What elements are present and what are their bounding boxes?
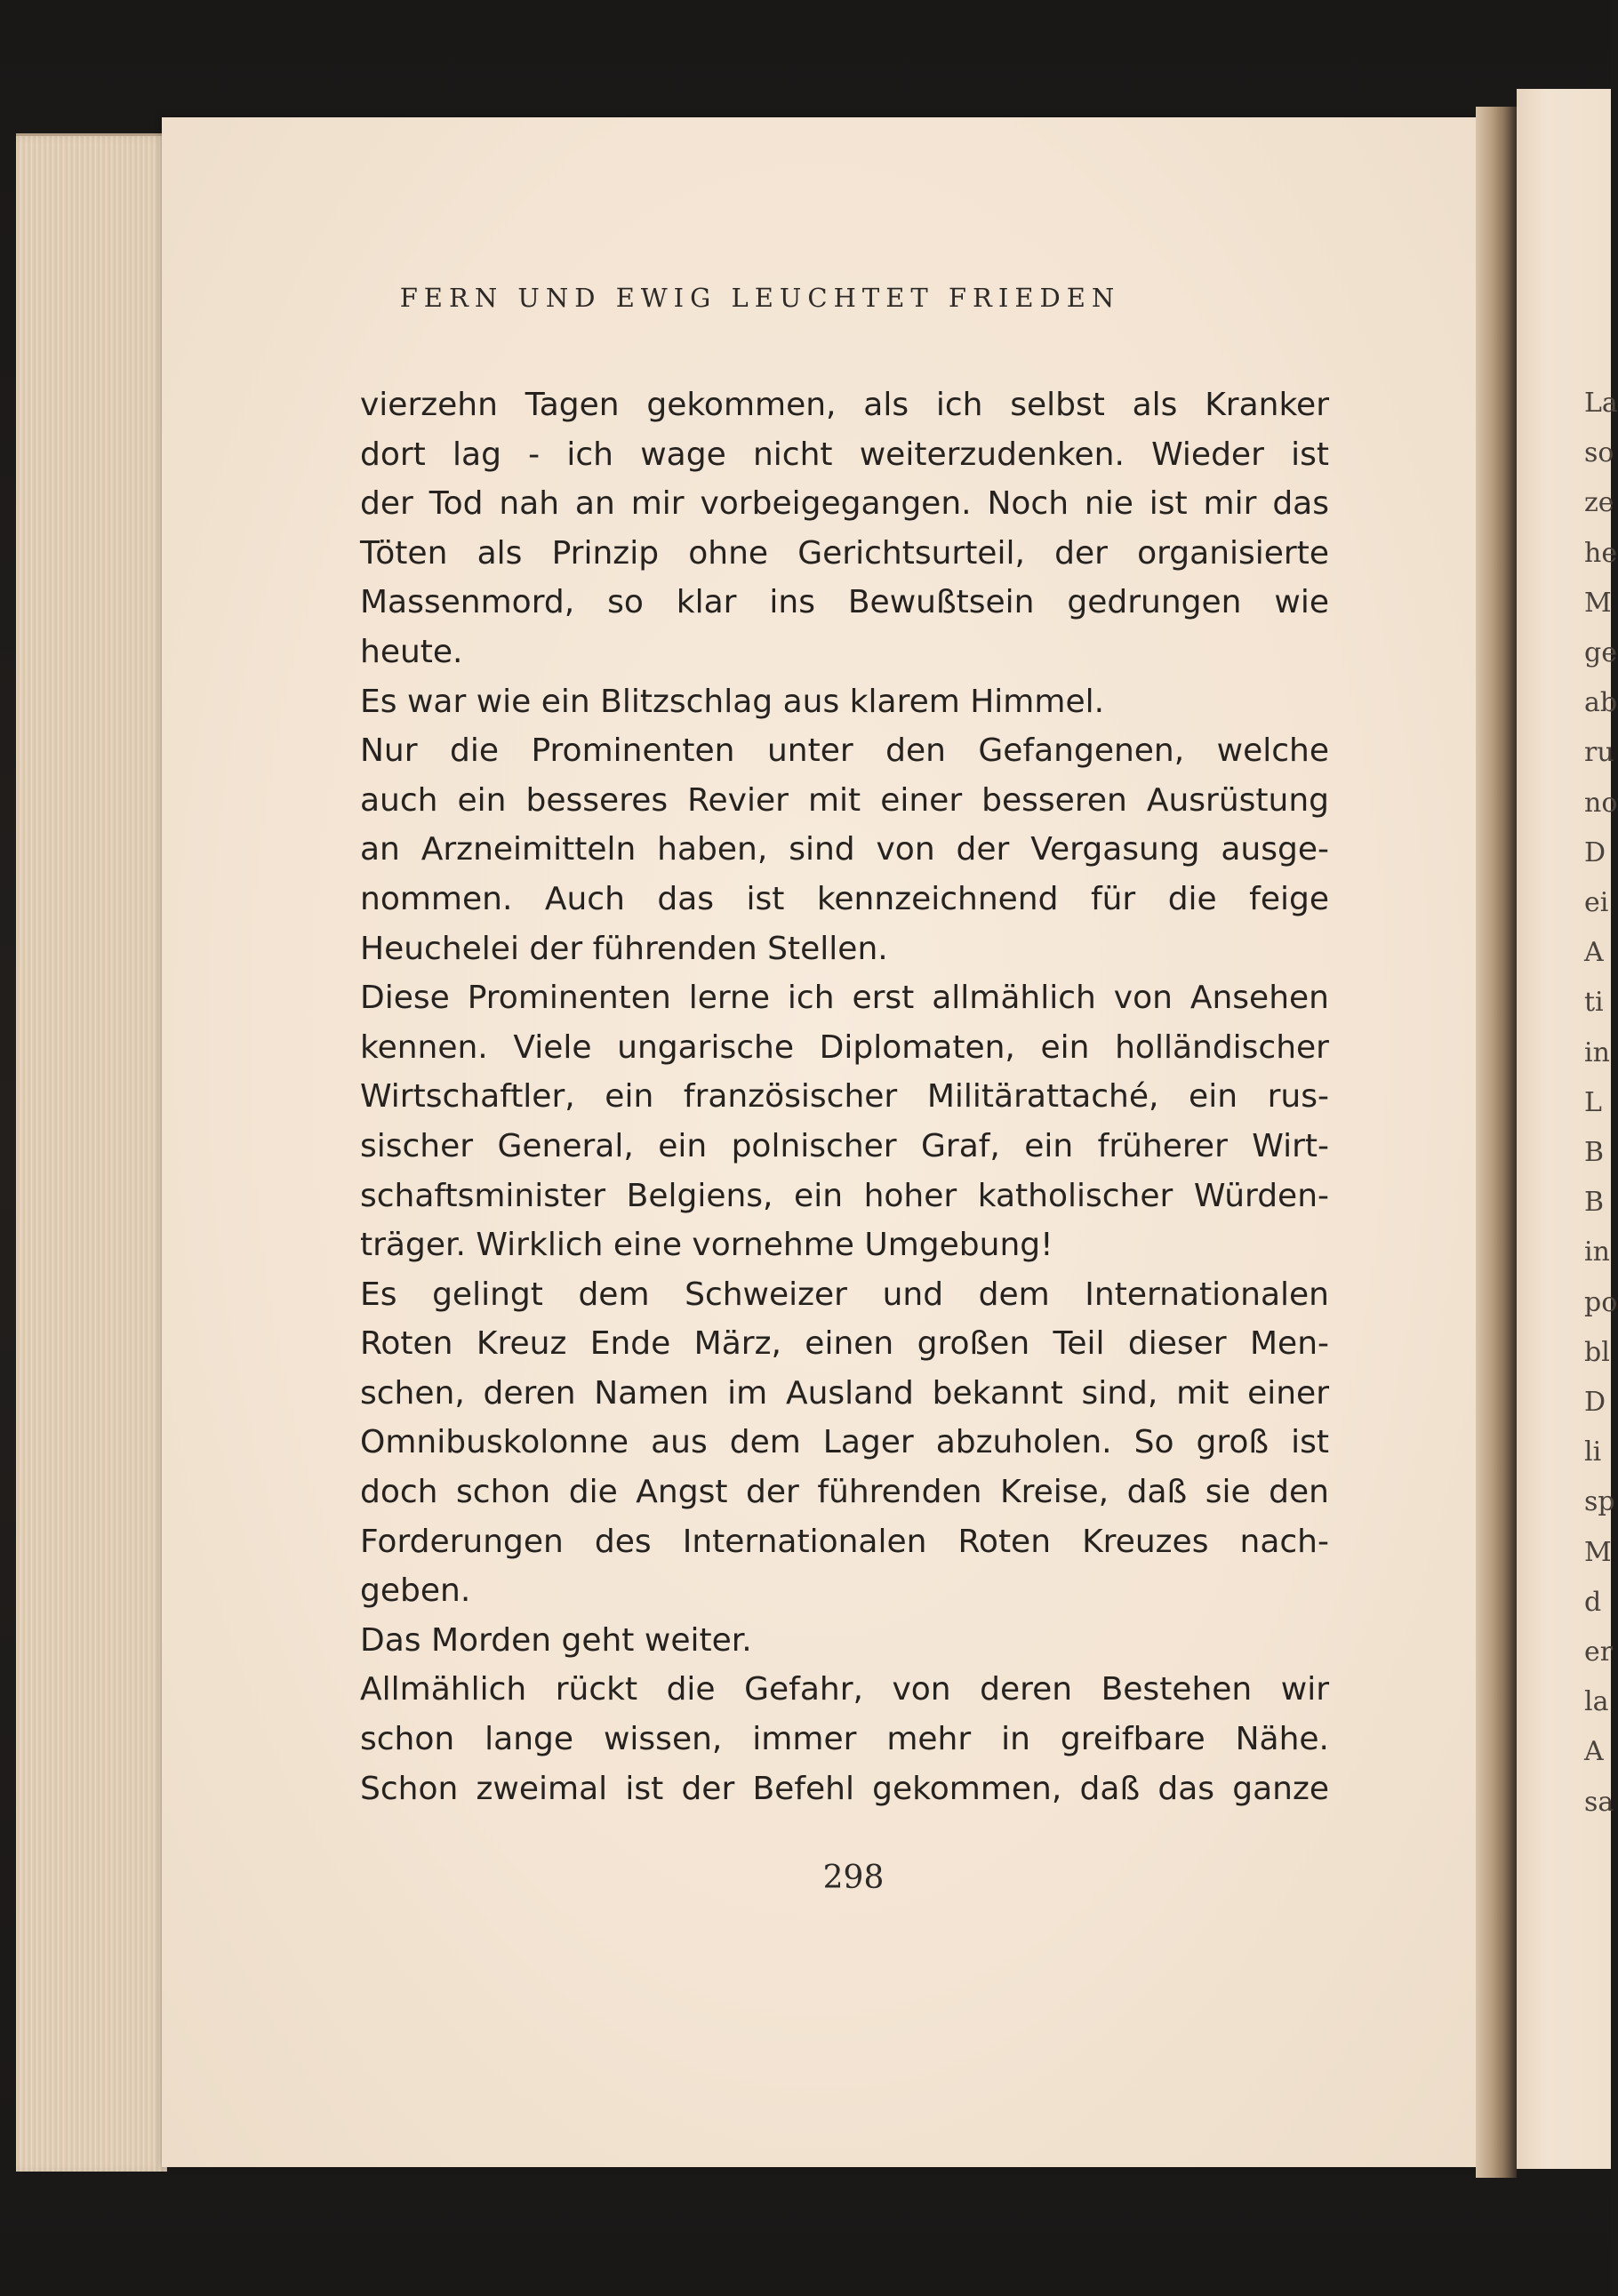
- facing-page-fragment: so: [1584, 437, 1614, 469]
- text-line: Massenmord, so klar ins Bewußtsein gedrungen wie: [360, 584, 1329, 621]
- facing-page-fragment: la: [1584, 1686, 1609, 1718]
- facing-page-fragment: po: [1584, 1286, 1618, 1318]
- facing-page-fragment: ei: [1584, 887, 1609, 918]
- text-line: an Arzneimitteln haben, sind von der Vergasung ausge-: [360, 831, 1329, 868]
- text-line: Schon zweimal ist der Befehl gekommen, daß das ganze: [360, 1770, 1329, 1807]
- text-line: auch ein besseres Revier mit einer besseren Ausrüstung: [360, 781, 1329, 819]
- text-line: heute.: [360, 633, 463, 670]
- text-line: schon lange wissen, immer mehr in greifbare Nähe.: [360, 1721, 1329, 1758]
- text-line: der Tod nah an mir vorbeigegangen. Noch nie ist mir das: [360, 485, 1329, 523]
- text-line: dort lag - ich wage nicht weiterzudenken. Wieder ist: [360, 436, 1329, 473]
- facing-page-fragment: ab: [1584, 687, 1618, 719]
- book-gutter: [1476, 107, 1517, 2178]
- text-line: vierzehn Tagen gekommen, als ich selbst als Kranker: [360, 387, 1329, 423]
- text-line: Heuchelei der führenden Stellen.: [360, 930, 888, 967]
- text-line: Roten Kreuz Ende März, einen großen Teil dieser Men-: [360, 1325, 1329, 1363]
- text-line: träger. Wirklich eine vornehme Umgebung!: [360, 1227, 1053, 1264]
- facing-page-fragment: ti: [1584, 987, 1604, 1019]
- facing-page-fragment: D: [1584, 1387, 1606, 1418]
- text-line: geben.: [360, 1572, 471, 1610]
- text-line: Forderungen des Internationalen Roten Kreuzes nach-: [360, 1523, 1329, 1560]
- text-line: schen, deren Namen im Ausland bekannt sind, mit einer: [360, 1374, 1329, 1412]
- text-line: Wirtschaftler, ein französischer Militärattaché, ein rus-: [360, 1078, 1329, 1116]
- text-line: Es war wie ein Blitzschlag aus klarem Himmel.: [360, 683, 1105, 720]
- text-line: Diese Prominenten lerne ich erst allmählich von Ansehen: [360, 980, 1329, 1017]
- text-line: nommen. Auch das ist kennzeichnend für die feige: [360, 880, 1329, 917]
- text-line: kennen. Viele ungarische Diplomaten, ein holländischer: [360, 1028, 1329, 1066]
- body-text: [360, 380, 1329, 1813]
- text-line: Töten als Prinzip ohne Gerichtsurteil, der organisierte: [360, 534, 1329, 572]
- page-number: 298: [822, 1860, 885, 1896]
- text-line: Nur die Prominenten unter den Gefangenen, welche: [360, 732, 1329, 770]
- facing-page-fragment: d: [1584, 1586, 1602, 1618]
- text-line: Allmählich rückt die Gefahr, von deren Bestehen wir: [360, 1671, 1329, 1708]
- facing-page-fragment: M: [1584, 1536, 1612, 1568]
- facing-page-fragment: sp: [1584, 1486, 1615, 1518]
- facing-page-fragment: A: [1584, 937, 1604, 969]
- text-line: doch schon die Angst der führenden Kreise, daß sie den: [360, 1474, 1329, 1511]
- facing-page-fragment: D: [1584, 836, 1606, 868]
- text-line: Es gelingt dem Schweizer und dem Internationalen: [360, 1276, 1329, 1313]
- facing-page-fragment: L: [1584, 1086, 1602, 1118]
- facing-page-fragment: in: [1584, 1236, 1610, 1268]
- facing-page-fragment: li: [1584, 1436, 1602, 1468]
- facing-page: [1517, 89, 1618, 2169]
- facing-page-fragment: sa: [1584, 1786, 1614, 1818]
- text-line: schaftsminister Belgiens, ein hoher katholischer Würden-: [360, 1177, 1329, 1214]
- facing-page-fragment: er: [1584, 1636, 1614, 1668]
- text-line: sischer General, ein polnischer Graf, ein früherer Wirt-: [360, 1127, 1329, 1164]
- facing-page-fragment: ze: [1584, 487, 1614, 519]
- text-line: Omnibuskolonne aus dem Lager abzuholen. So groß ist: [360, 1424, 1329, 1461]
- facing-page-fragment: La: [1584, 388, 1618, 419]
- facing-page-fragment: bl: [1584, 1336, 1610, 1368]
- facing-page-fragment: ge: [1584, 637, 1617, 668]
- facing-page-fragment: in: [1584, 1036, 1610, 1068]
- facing-page-fragment: B: [1584, 1137, 1605, 1168]
- text-line: Das Morden geht weiter.: [360, 1621, 752, 1659]
- running-head: FERN UND EWIG LEUCHTET FRIEDEN: [399, 283, 1121, 313]
- facing-page-fragment: M: [1584, 587, 1612, 619]
- facing-page-fragment: ru: [1584, 737, 1614, 769]
- facing-page-fragment: B: [1584, 1187, 1605, 1219]
- facing-page-fragment: no: [1584, 787, 1618, 819]
- page-edges: [16, 133, 167, 2172]
- facing-page-fragment: he: [1584, 537, 1618, 569]
- facing-page-fragment: A: [1584, 1736, 1604, 1768]
